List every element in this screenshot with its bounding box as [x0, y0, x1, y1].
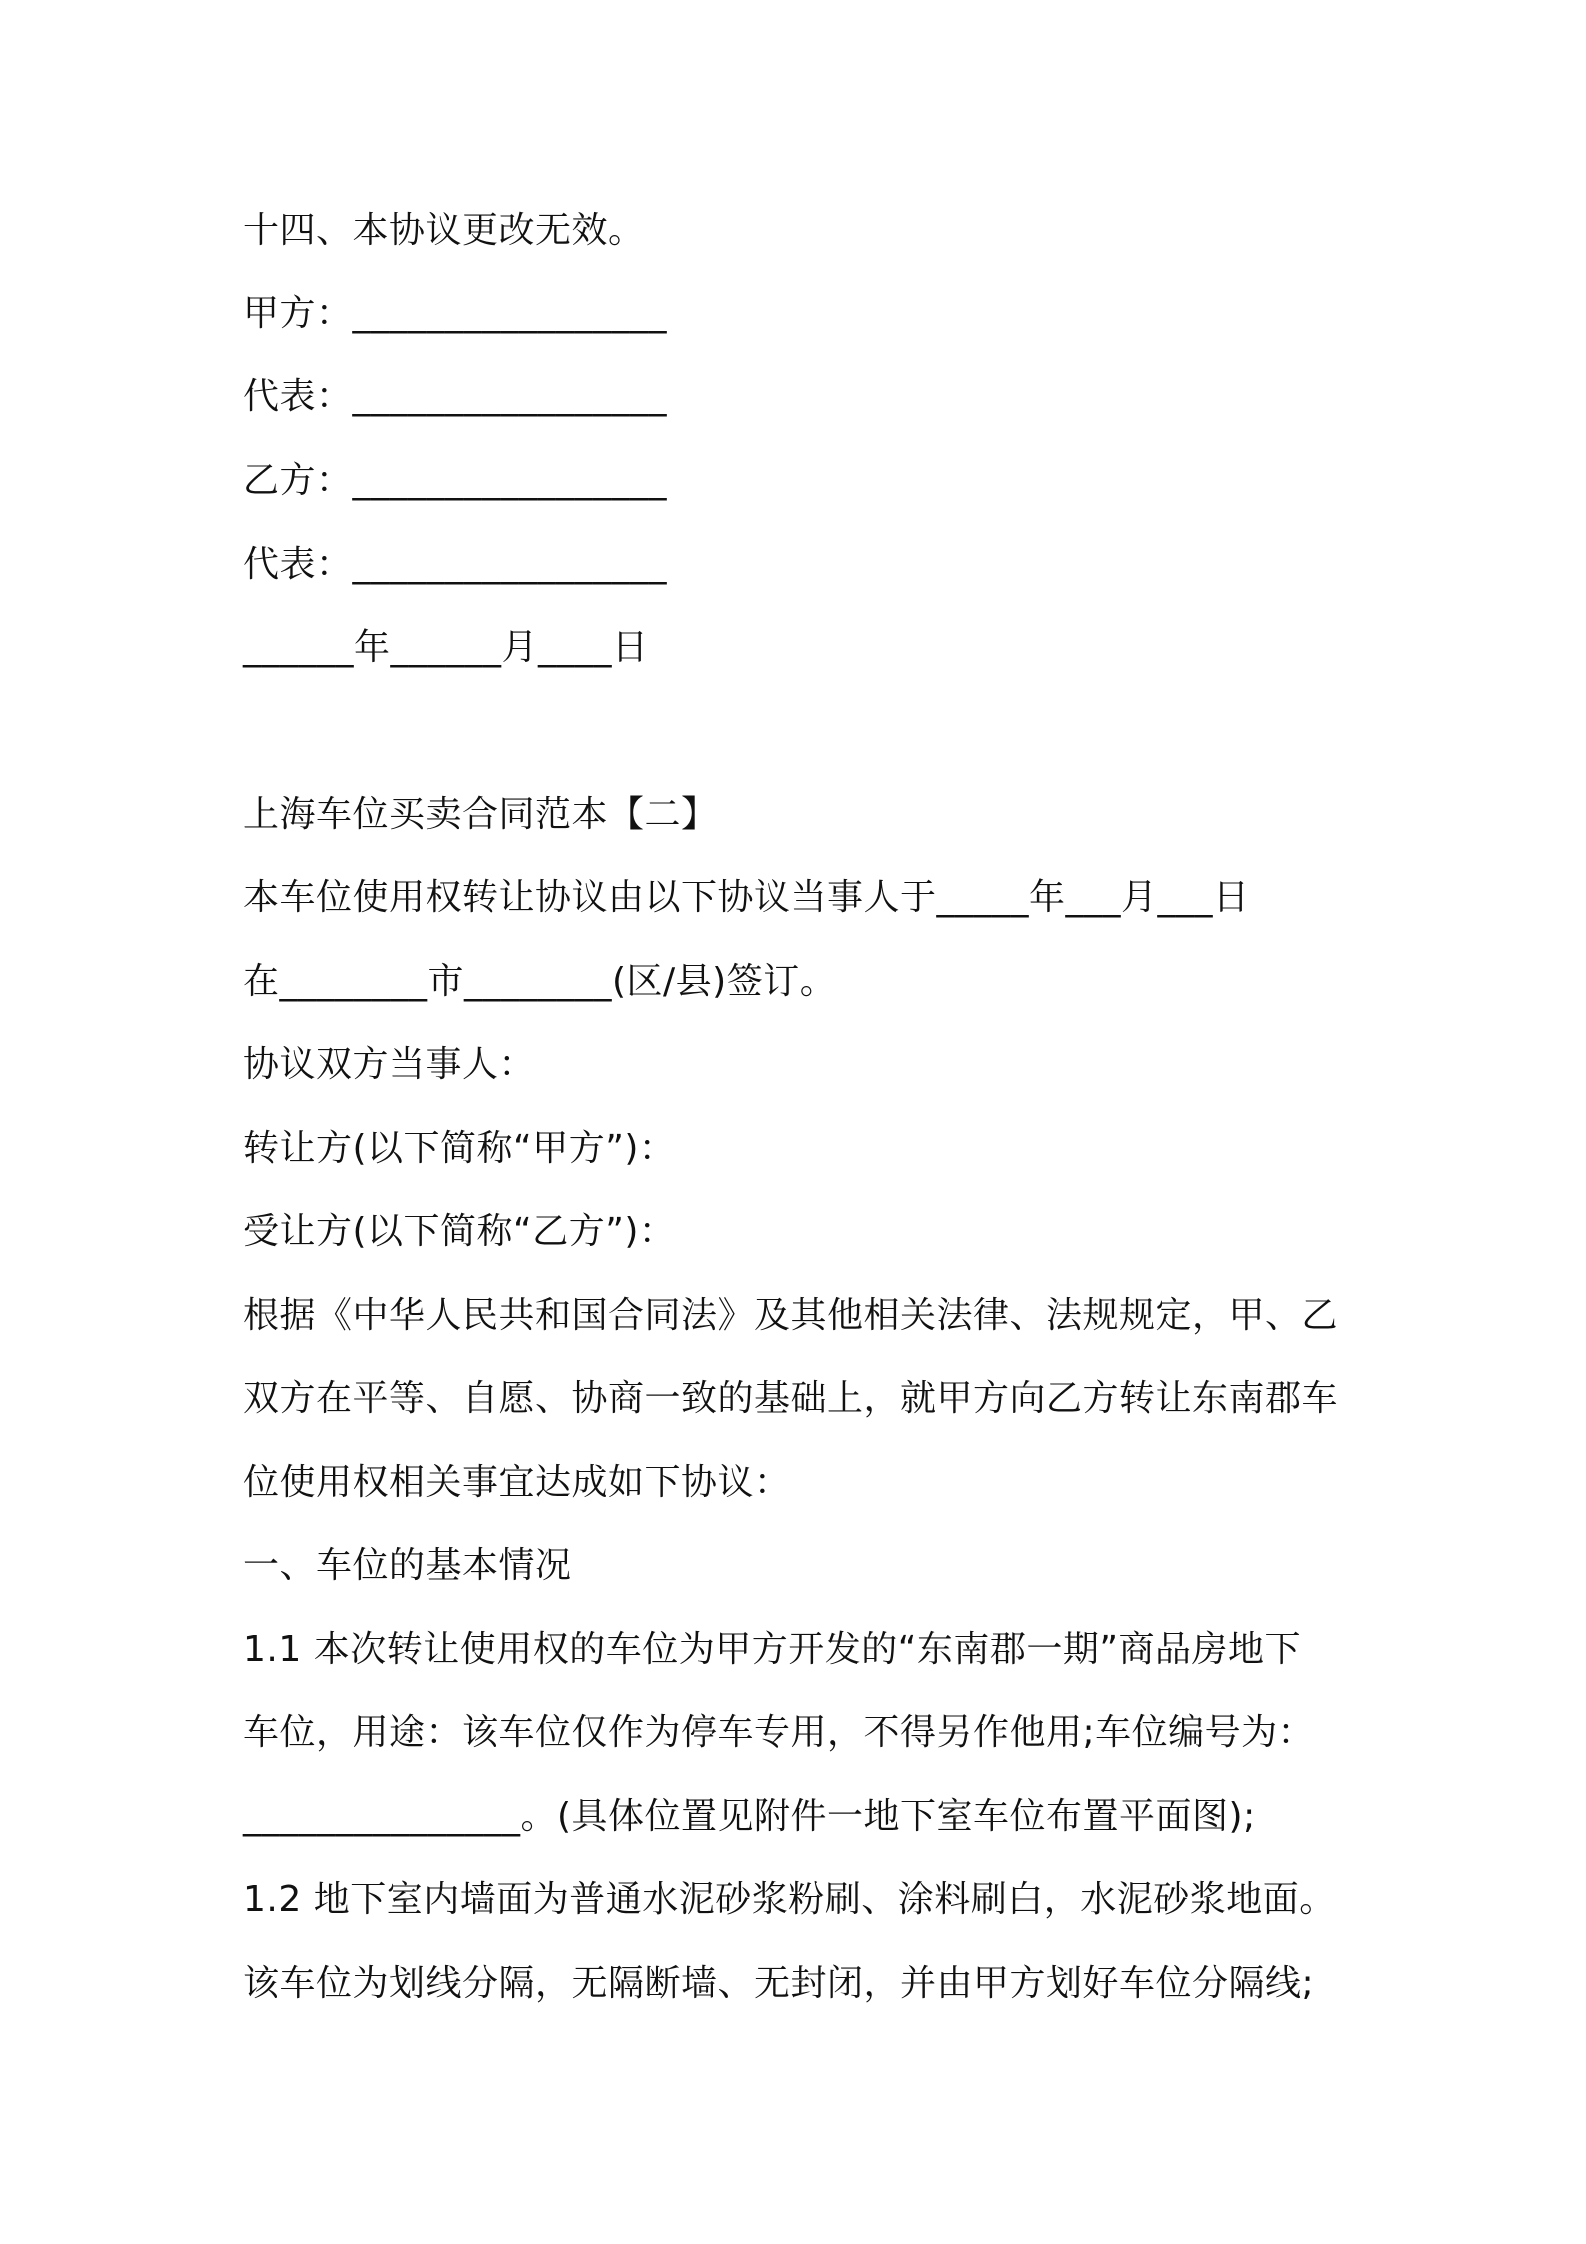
section-1-heading: 一、车位的基本情况	[243, 1545, 572, 1586]
clause-1-2-line-2: 该车位为划线分隔，无隔断墙、无封闭，并由甲方划好车位分隔线;	[243, 1963, 1315, 2004]
clause-1-1-line-1: 1.1 本次转让使用权的车位为甲方开发的“东南郡一期”商品房地下	[243, 1629, 1301, 1670]
party-b-signature-line: 乙方：_________________	[243, 460, 668, 501]
clause-14-text: 十四、本协议更改无效。	[243, 210, 645, 251]
transferor-line: 转让方(以下简称“甲方”)：	[243, 1128, 676, 1169]
clause-1-1-line-2: 车位，用途：该车位仅作为停车专用，不得另作他用;车位编号为：	[243, 1712, 1315, 1753]
parties-heading: 协议双方当事人：	[243, 1044, 536, 1085]
contract-title: 上海车位买卖合同范本【二】	[243, 794, 718, 835]
date-line: ______年______月____日	[243, 627, 649, 668]
preamble-line-3: 位使用权相关事宜达成如下协议：	[243, 1462, 791, 1503]
preamble-line-1: 根据《中华人民共和国合同法》及其他相关法律、法规规定，甲、乙	[243, 1295, 1339, 1336]
transferee-line: 受让方(以下简称“乙方”)：	[243, 1211, 676, 1252]
preamble-line-2: 双方在平等、自愿、协商一致的基础上，就甲方向乙方转让东南郡车	[243, 1378, 1339, 1419]
agreement-intro-line-2: 在________市________(区/县)签订。	[243, 961, 837, 1002]
party-a-representative-line: 代表：_________________	[243, 376, 668, 417]
clause-1-1-line-3: _______________。(具体位置见附件一地下室车位布置平面图);	[243, 1796, 1256, 1837]
agreement-intro-line-1: 本车位使用权转让协议由以下协议当事人于_____年___月___日	[243, 877, 1250, 918]
clause-1-2-line-1: 1.2 地下室内墙面为普通水泥砂浆粉刷、涂料刷白，水泥砂浆地面。	[243, 1879, 1336, 1920]
party-a-signature-line: 甲方：_________________	[243, 293, 668, 334]
party-b-representative-line: 代表：_________________	[243, 544, 668, 585]
